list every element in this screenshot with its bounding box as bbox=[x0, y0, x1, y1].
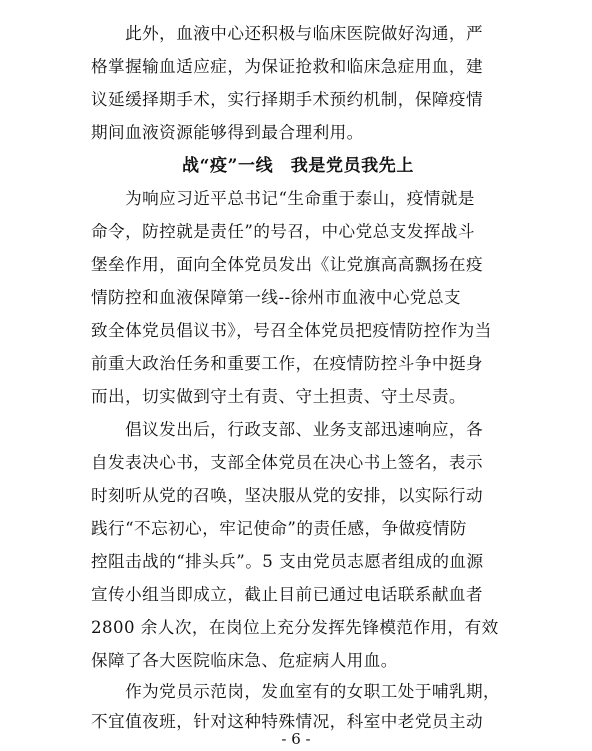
page-number: - 6 - bbox=[281, 730, 311, 748]
paragraph-2-line-3: 时刻听从党的召唤，坚决服从党的安排，以实际行动 bbox=[91, 486, 484, 505]
paragraph-1-line-3: 堡垒作用，面向全体党员发出《让党旗高高飘扬在疫 bbox=[91, 255, 484, 274]
paragraph-2-line-4: 践行“不忘初心，牢记使命”的责任感，争做疫情防 bbox=[91, 519, 467, 538]
paragraph-1-line-7: 而出，切实做到守土有责、守土担责、守土尽责。 bbox=[91, 387, 466, 406]
paragraph-2-line-2: 自发表决心书，支部全体党员在决心书上签名，表示 bbox=[91, 453, 484, 472]
paragraph-2-line-8: 保障了各大医院临床急、危症病人用血。 bbox=[91, 651, 398, 670]
paragraph-3-line-2: 不宜值夜班，针对这种特殊情况，科室中老党员主动 bbox=[91, 712, 484, 731]
paragraph-1-line-4: 情防控和血液保障第一线--徐州市血液中心党总支 bbox=[91, 288, 462, 307]
paragraph-3-line-1: 作为党员示范岗，发血室有的女职工处于哺乳期， bbox=[91, 682, 501, 701]
intro-line-4: 期间血液资源能够得到最合理利用。 bbox=[91, 123, 364, 142]
paragraph-1-line-1: 为响应习近平总书记“生命重于泰山，疫情就是 bbox=[91, 189, 475, 208]
paragraph-1-line-2: 命令，防控就是责任”的号召，中心党总支发挥战斗 bbox=[91, 222, 475, 241]
paragraph-2-line-6: 宣传小组当即成立，截止目前已通过电话联系献血者 bbox=[91, 585, 484, 604]
intro-line-1: 此外，血液中心还积极与临床医院做好沟通，严 bbox=[91, 24, 484, 43]
section-heading: 战“疫”一线 我是党员我先上 bbox=[182, 156, 414, 176]
paragraph-1-line-5: 致全体党员倡议书》，号召全体党员把疫情防控作为当 bbox=[91, 321, 492, 340]
intro-line-2: 格掌握输血适应症，为保证抢救和临床急症用血，建 bbox=[91, 57, 484, 76]
paragraph-2-line-1: 倡议发出后，行政支部、业务支部迅速响应，各 bbox=[91, 420, 484, 439]
paragraph-1-line-6: 前重大政治任务和重要工作，在疫情防控斗争中挺身 bbox=[91, 354, 484, 373]
paragraph-2-line-7: 2800 余人次，在岗位上充分发挥先锋模范作用，有效 bbox=[91, 618, 499, 637]
paragraph-2-line-5: 控阻击战的“排头兵”。5 支由党员志愿者组成的血源 bbox=[91, 552, 484, 571]
intro-line-3: 议延缓择期手术，实行择期手术预约机制，保障疫情 bbox=[91, 90, 484, 109]
